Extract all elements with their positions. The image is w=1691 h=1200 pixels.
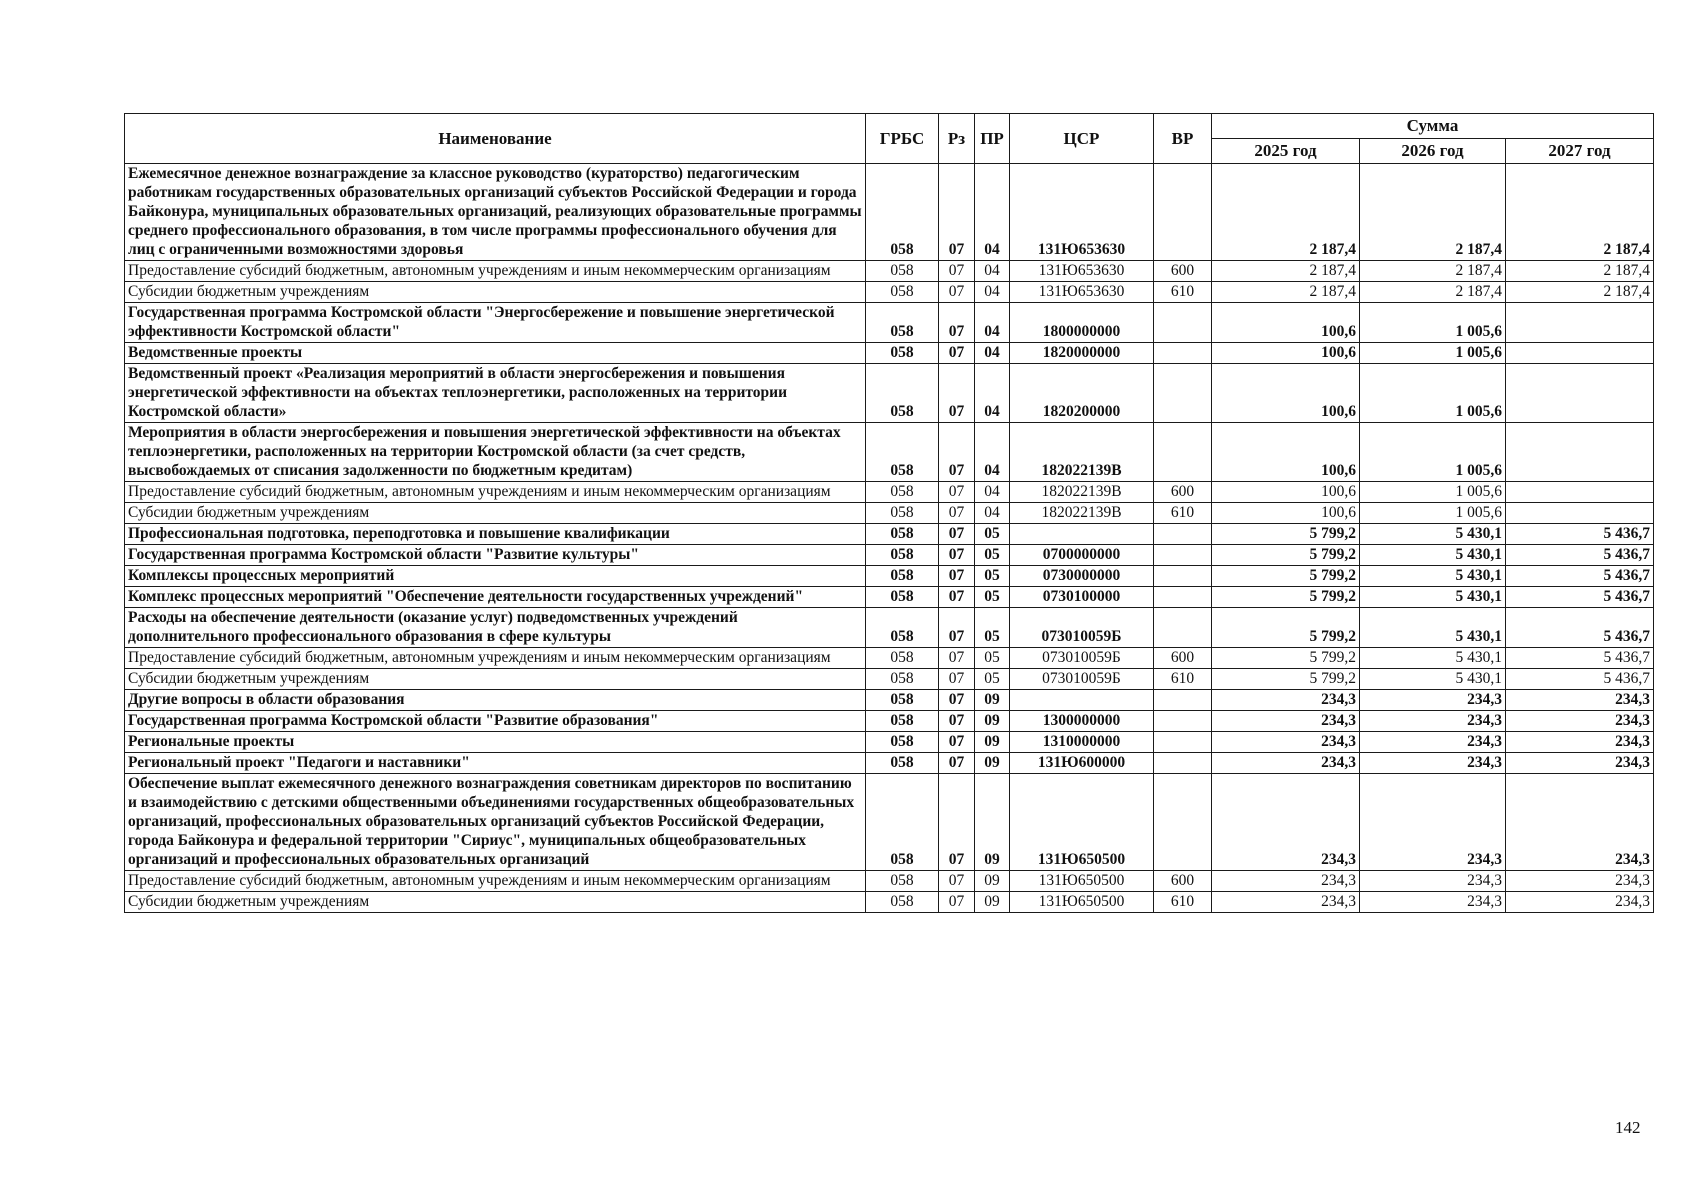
row-name: Мероприятия в области энергосбережения и повышения энергетической эффективности на объектах теплоэнергетики, расположенных на территории Костромской области (за счет средств, высвобождаемых от списания задолженности по бюджетным кредитам) — [125, 423, 866, 482]
row-name: Обеспечение выплат ежемесячного денежного вознаграждения советникам директоров по воспитанию и взаимодействию с детскими общественными объединениями государственных общеобразовательных организаций, профессиональных образовательных организаций субъектов Российской Федерации, города Байконура и федеральной территории "Сириус", муниципальных общеобразовательных организаций и профессиональных образовательных организаций — [125, 774, 866, 871]
row-sum-2025: 5 799,2 — [1212, 566, 1360, 587]
table-row — [125, 164, 1654, 261]
row-sum-2026: 1 005,6 — [1360, 503, 1506, 524]
row-sum-2027: 5 436,7 — [1506, 669, 1654, 690]
table-row — [125, 871, 1654, 892]
table-row — [125, 648, 1654, 669]
row-csr: 131Ю653630 — [1010, 164, 1154, 261]
row-sum-2026: 5 430,1 — [1360, 648, 1506, 669]
row-grbs: 058 — [866, 774, 939, 871]
row-sum-2025: 5 799,2 — [1212, 669, 1360, 690]
header-csr: ЦСР — [1010, 114, 1154, 164]
row-pr: 05 — [975, 648, 1010, 669]
row-sum-2026: 234,3 — [1360, 753, 1506, 774]
row-vr: 600 — [1154, 648, 1212, 669]
row-pr: 05 — [975, 608, 1010, 648]
row-vr: 610 — [1154, 892, 1212, 913]
header-year-2027: 2027 год — [1506, 139, 1654, 164]
table-row — [125, 732, 1654, 753]
row-rz: 07 — [939, 774, 975, 871]
header-rz: Рз — [939, 114, 975, 164]
row-sum-2027: 5 436,7 — [1506, 524, 1654, 545]
row-sum-2025: 234,3 — [1212, 753, 1360, 774]
row-rz: 07 — [939, 608, 975, 648]
row-sum-2025: 100,6 — [1212, 482, 1360, 503]
row-csr: 182022139В — [1010, 503, 1154, 524]
row-pr: 09 — [975, 871, 1010, 892]
row-grbs: 058 — [866, 503, 939, 524]
row-vr: 610 — [1154, 282, 1212, 303]
row-name: Субсидии бюджетным учреждениям — [125, 669, 866, 690]
row-sum-2027: 2 187,4 — [1506, 261, 1654, 282]
row-sum-2025: 5 799,2 — [1212, 545, 1360, 566]
row-csr: 131Ю650500 — [1010, 774, 1154, 871]
row-sum-2026: 234,3 — [1360, 892, 1506, 913]
row-grbs: 058 — [866, 343, 939, 364]
row-sum-2027 — [1506, 343, 1654, 364]
row-csr — [1010, 690, 1154, 711]
row-pr: 05 — [975, 669, 1010, 690]
table-row — [125, 261, 1654, 282]
row-vr — [1154, 303, 1212, 343]
row-sum-2027 — [1506, 423, 1654, 482]
row-vr: 600 — [1154, 482, 1212, 503]
row-sum-2026: 234,3 — [1360, 871, 1506, 892]
row-rz: 07 — [939, 303, 975, 343]
row-csr: 073010059Б — [1010, 669, 1154, 690]
row-sum-2025: 5 799,2 — [1212, 648, 1360, 669]
row-rz: 07 — [939, 524, 975, 545]
row-sum-2026: 2 187,4 — [1360, 282, 1506, 303]
row-pr: 04 — [975, 364, 1010, 423]
row-grbs: 058 — [866, 364, 939, 423]
row-vr — [1154, 711, 1212, 732]
row-rz: 07 — [939, 282, 975, 303]
row-pr: 05 — [975, 524, 1010, 545]
row-sum-2027 — [1506, 303, 1654, 343]
row-name: Предоставление субсидий бюджетным, автономным учреждениям и иным некоммерческим организациям — [125, 648, 866, 669]
row-pr: 05 — [975, 587, 1010, 608]
row-rz: 07 — [939, 423, 975, 482]
row-sum-2025: 100,6 — [1212, 503, 1360, 524]
row-name: Предоставление субсидий бюджетным, автономным учреждениям и иным некоммерческим организациям — [125, 871, 866, 892]
row-sum-2026: 5 430,1 — [1360, 587, 1506, 608]
row-sum-2025: 5 799,2 — [1212, 524, 1360, 545]
row-sum-2026: 5 430,1 — [1360, 545, 1506, 566]
row-vr — [1154, 690, 1212, 711]
row-grbs: 058 — [866, 711, 939, 732]
row-sum-2026: 234,3 — [1360, 711, 1506, 732]
row-vr — [1154, 732, 1212, 753]
row-csr: 131Ю653630 — [1010, 282, 1154, 303]
row-grbs: 058 — [866, 648, 939, 669]
row-vr: 610 — [1154, 503, 1212, 524]
row-sum-2027: 234,3 — [1506, 753, 1654, 774]
row-vr — [1154, 774, 1212, 871]
row-name: Комплекс процессных мероприятий "Обеспечение деятельности государственных учреждений" — [125, 587, 866, 608]
row-rz: 07 — [939, 732, 975, 753]
row-vr: 600 — [1154, 261, 1212, 282]
table-row — [125, 669, 1654, 690]
row-sum-2026: 2 187,4 — [1360, 164, 1506, 261]
row-vr — [1154, 545, 1212, 566]
row-sum-2025: 100,6 — [1212, 423, 1360, 482]
row-csr: 0730000000 — [1010, 566, 1154, 587]
row-pr: 04 — [975, 164, 1010, 261]
row-grbs: 058 — [866, 164, 939, 261]
row-name: Региональные проекты — [125, 732, 866, 753]
row-rz: 07 — [939, 690, 975, 711]
row-csr — [1010, 524, 1154, 545]
row-sum-2027 — [1506, 503, 1654, 524]
row-sum-2026: 1 005,6 — [1360, 364, 1506, 423]
row-sum-2027: 5 436,7 — [1506, 608, 1654, 648]
row-sum-2027: 234,3 — [1506, 774, 1654, 871]
row-grbs: 058 — [866, 282, 939, 303]
row-pr: 05 — [975, 566, 1010, 587]
row-sum-2025: 2 187,4 — [1212, 282, 1360, 303]
row-grbs: 058 — [866, 261, 939, 282]
header-year-2025: 2025 год — [1212, 139, 1360, 164]
row-rz: 07 — [939, 753, 975, 774]
row-rz: 07 — [939, 711, 975, 732]
row-csr: 0730100000 — [1010, 587, 1154, 608]
row-sum-2025: 234,3 — [1212, 732, 1360, 753]
row-name: Ежемесячное денежное вознаграждение за классное руководство (кураторство) педагогическим работникам государственных образовательных организаций субъектов Российской Федерации и города Байконура, муниципальных образовательных организаций, реализующих образовательные программы среднего профессионального образования, в том числе программы профессионального обучения для лиц с ограниченными возможностями здоровья — [125, 164, 866, 261]
row-rz: 07 — [939, 482, 975, 503]
row-vr — [1154, 753, 1212, 774]
row-grbs: 058 — [866, 423, 939, 482]
row-sum-2026: 2 187,4 — [1360, 261, 1506, 282]
row-sum-2025: 2 187,4 — [1212, 164, 1360, 261]
row-name: Субсидии бюджетным учреждениям — [125, 892, 866, 913]
row-name: Субсидии бюджетным учреждениям — [125, 503, 866, 524]
table-row — [125, 711, 1654, 732]
row-sum-2025: 5 799,2 — [1212, 608, 1360, 648]
row-vr: 610 — [1154, 669, 1212, 690]
row-sum-2025: 5 799,2 — [1212, 587, 1360, 608]
row-sum-2027: 5 436,7 — [1506, 587, 1654, 608]
row-vr — [1154, 364, 1212, 423]
table-row — [125, 524, 1654, 545]
row-name: Другие вопросы в области образования — [125, 690, 866, 711]
row-pr: 04 — [975, 343, 1010, 364]
row-pr: 09 — [975, 774, 1010, 871]
row-name: Региональный проект "Педагоги и наставники" — [125, 753, 866, 774]
table-row — [125, 482, 1654, 503]
row-grbs: 058 — [866, 753, 939, 774]
row-name: Субсидии бюджетным учреждениям — [125, 282, 866, 303]
row-csr: 131Ю650500 — [1010, 892, 1154, 913]
table-row — [125, 364, 1654, 423]
row-csr: 131Ю650500 — [1010, 871, 1154, 892]
row-sum-2027 — [1506, 364, 1654, 423]
row-vr — [1154, 423, 1212, 482]
row-pr: 04 — [975, 261, 1010, 282]
row-rz: 07 — [939, 545, 975, 566]
table-header — [125, 114, 1654, 164]
row-grbs: 058 — [866, 566, 939, 587]
row-pr: 04 — [975, 503, 1010, 524]
row-pr: 05 — [975, 545, 1010, 566]
row-pr: 04 — [975, 482, 1010, 503]
row-sum-2025: 2 187,4 — [1212, 261, 1360, 282]
row-pr: 04 — [975, 303, 1010, 343]
row-sum-2026: 234,3 — [1360, 732, 1506, 753]
row-pr: 09 — [975, 892, 1010, 913]
row-sum-2025: 234,3 — [1212, 690, 1360, 711]
row-name: Профессиональная подготовка, переподготовка и повышение квалификации — [125, 524, 866, 545]
table-row — [125, 282, 1654, 303]
row-grbs: 058 — [866, 690, 939, 711]
row-sum-2026: 1 005,6 — [1360, 423, 1506, 482]
table-body — [125, 164, 1654, 913]
row-rz: 07 — [939, 261, 975, 282]
row-rz: 07 — [939, 871, 975, 892]
row-vr — [1154, 587, 1212, 608]
row-sum-2027: 234,3 — [1506, 732, 1654, 753]
row-name: Государственная программа Костромской области "Энергосбережение и повышение энергетической эффективности Костромской области" — [125, 303, 866, 343]
row-pr: 09 — [975, 711, 1010, 732]
row-csr: 131Ю600000 — [1010, 753, 1154, 774]
row-csr: 182022139В — [1010, 423, 1154, 482]
row-grbs: 058 — [866, 587, 939, 608]
row-sum-2027: 234,3 — [1506, 871, 1654, 892]
row-grbs: 058 — [866, 545, 939, 566]
row-name: Комплексы процессных мероприятий — [125, 566, 866, 587]
row-vr — [1154, 164, 1212, 261]
header-year-2026: 2026 год — [1360, 139, 1506, 164]
row-rz: 07 — [939, 164, 975, 261]
row-name: Государственная программа Костромской области "Развитие образования" — [125, 711, 866, 732]
row-sum-2025: 234,3 — [1212, 774, 1360, 871]
row-csr: 182022139В — [1010, 482, 1154, 503]
table-row — [125, 343, 1654, 364]
row-sum-2025: 234,3 — [1212, 871, 1360, 892]
row-name: Ведомственный проект «Реализация мероприятий в области энергосбережения и повышения энергетической эффективности на объектах теплоэнергетики, расположенных на территории Костромской области» — [125, 364, 866, 423]
table-row — [125, 690, 1654, 711]
budget-table — [124, 113, 1654, 913]
row-pr: 04 — [975, 282, 1010, 303]
row-sum-2026: 5 430,1 — [1360, 524, 1506, 545]
row-vr — [1154, 566, 1212, 587]
row-rz: 07 — [939, 587, 975, 608]
row-grbs: 058 — [866, 669, 939, 690]
row-csr: 1820000000 — [1010, 343, 1154, 364]
row-csr: 1310000000 — [1010, 732, 1154, 753]
row-sum-2027: 2 187,4 — [1506, 282, 1654, 303]
row-grbs: 058 — [866, 732, 939, 753]
row-sum-2027: 5 436,7 — [1506, 648, 1654, 669]
table-row — [125, 587, 1654, 608]
row-vr — [1154, 524, 1212, 545]
row-sum-2026: 234,3 — [1360, 690, 1506, 711]
row-sum-2027: 234,3 — [1506, 690, 1654, 711]
row-pr: 09 — [975, 732, 1010, 753]
table-row — [125, 774, 1654, 871]
row-name: Предоставление субсидий бюджетным, автономным учреждениям и иным некоммерческим организациям — [125, 261, 866, 282]
row-sum-2025: 100,6 — [1212, 343, 1360, 364]
row-sum-2026: 1 005,6 — [1360, 482, 1506, 503]
row-csr: 131Ю653630 — [1010, 261, 1154, 282]
header-sum: Сумма — [1212, 114, 1654, 139]
row-sum-2027: 234,3 — [1506, 892, 1654, 913]
row-vr — [1154, 343, 1212, 364]
row-grbs: 058 — [866, 303, 939, 343]
row-rz: 07 — [939, 892, 975, 913]
table-row — [125, 503, 1654, 524]
row-rz: 07 — [939, 669, 975, 690]
row-sum-2027: 5 436,7 — [1506, 545, 1654, 566]
row-csr: 1800000000 — [1010, 303, 1154, 343]
row-csr: 1820200000 — [1010, 364, 1154, 423]
row-vr: 600 — [1154, 871, 1212, 892]
row-name: Государственная программа Костромской области "Развитие культуры" — [125, 545, 866, 566]
row-rz: 07 — [939, 364, 975, 423]
row-sum-2025: 100,6 — [1212, 303, 1360, 343]
row-sum-2026: 5 430,1 — [1360, 669, 1506, 690]
row-grbs: 058 — [866, 482, 939, 503]
table-row — [125, 423, 1654, 482]
row-rz: 07 — [939, 648, 975, 669]
row-sum-2026: 1 005,6 — [1360, 303, 1506, 343]
row-pr: 09 — [975, 690, 1010, 711]
row-csr: 1300000000 — [1010, 711, 1154, 732]
row-grbs: 058 — [866, 871, 939, 892]
row-vr — [1154, 608, 1212, 648]
row-grbs: 058 — [866, 524, 939, 545]
table-row — [125, 608, 1654, 648]
row-name: Расходы на обеспечение деятельности (оказание услуг) подведомственных учреждений дополнительного профессионального образования в сфере культуры — [125, 608, 866, 648]
table-row — [125, 753, 1654, 774]
header-vr: ВР — [1154, 114, 1212, 164]
row-sum-2026: 5 430,1 — [1360, 566, 1506, 587]
row-sum-2027: 2 187,4 — [1506, 164, 1654, 261]
header-pr: ПР — [975, 114, 1010, 164]
row-sum-2026: 5 430,1 — [1360, 608, 1506, 648]
row-rz: 07 — [939, 566, 975, 587]
row-csr: 073010059Б — [1010, 608, 1154, 648]
header-grbs: ГРБС — [866, 114, 939, 164]
row-csr: 073010059Б — [1010, 648, 1154, 669]
row-rz: 07 — [939, 343, 975, 364]
table-row — [125, 545, 1654, 566]
row-sum-2025: 234,3 — [1212, 711, 1360, 732]
row-sum-2027: 234,3 — [1506, 711, 1654, 732]
row-grbs: 058 — [866, 608, 939, 648]
table-row — [125, 303, 1654, 343]
table-row — [125, 892, 1654, 913]
row-sum-2027 — [1506, 482, 1654, 503]
row-csr: 0700000000 — [1010, 545, 1154, 566]
row-sum-2027: 5 436,7 — [1506, 566, 1654, 587]
row-name: Предоставление субсидий бюджетным, автономным учреждениям и иным некоммерческим организациям — [125, 482, 866, 503]
row-name: Ведомственные проекты — [125, 343, 866, 364]
row-pr: 04 — [975, 423, 1010, 482]
row-sum-2025: 234,3 — [1212, 892, 1360, 913]
page-number: 142 — [1615, 1118, 1641, 1137]
header-name: Наименование — [125, 114, 866, 164]
row-grbs: 058 — [866, 892, 939, 913]
row-rz: 07 — [939, 503, 975, 524]
table-row — [125, 566, 1654, 587]
row-pr: 09 — [975, 753, 1010, 774]
row-sum-2025: 100,6 — [1212, 364, 1360, 423]
row-sum-2026: 1 005,6 — [1360, 343, 1506, 364]
row-sum-2026: 234,3 — [1360, 774, 1506, 871]
